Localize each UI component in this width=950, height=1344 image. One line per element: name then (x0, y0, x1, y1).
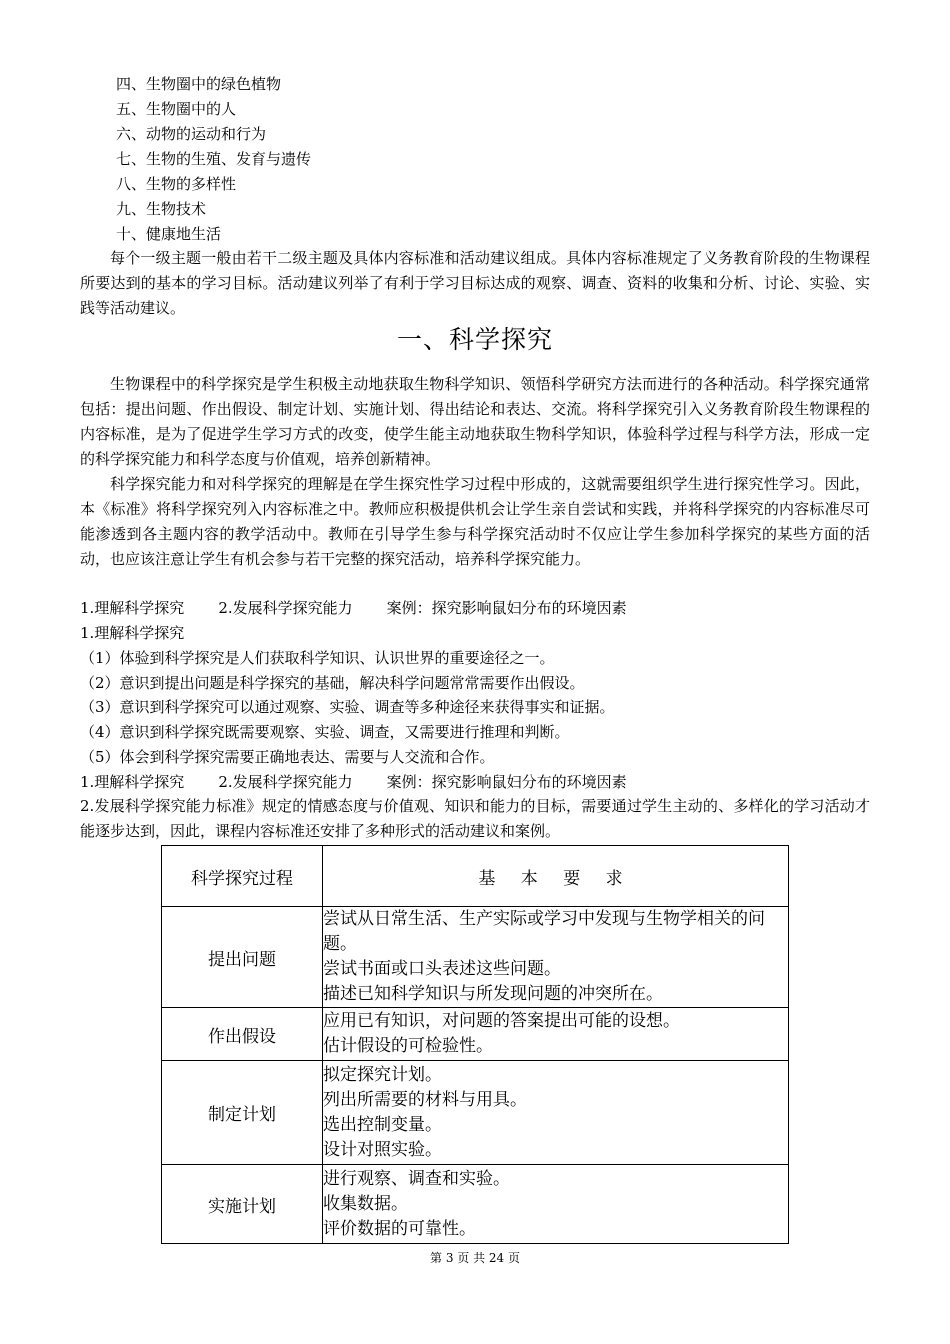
understanding-item: （1）体验到科学探究是人们获取科学知识、认识世界的重要途径之一。 (80, 649, 555, 667)
topic-item: 七、生物的生殖、发育与遗传 (116, 150, 312, 168)
requirements-cell (323, 907, 789, 1008)
paragraph-3: 2.发展科学探究能力标准》规定的情感态度与价值观、知识和能力的目标，需要通过学生主动的、多样化的学习活动才能逐步达到，因此，课程内容标准还安排了多种形式的活动建议和案例。 (80, 797, 870, 840)
subheading: 1.理解科学探究 (80, 624, 185, 642)
nav-item-case: 案例：探究影响鼠妇分布的环境因素 (386, 773, 627, 791)
table-row (162, 1165, 789, 1244)
understanding-item: （3）意识到科学探究可以通过观察、实验、调查等多种途径来获得事实和证据。 (80, 698, 615, 716)
understanding-item: （4）意识到科学探究既需要观察、实验、调查，又需要进行推理和判断。 (80, 723, 570, 741)
requirement-line: 设计对照实验。 (323, 1139, 442, 1160)
requirements-cell (323, 1165, 789, 1244)
requirement-line: 评价数据的可靠性。 (323, 1218, 476, 1239)
process-cell: 提出问题 (162, 907, 323, 1008)
understanding-item: （2）意识到提出问题是科学探究的基础，解决科学问题常常需要作出假设。 (80, 674, 585, 692)
nav-item-case: 案例：探究影响鼠妇分布的环境因素 (386, 599, 627, 617)
requirements-cell (323, 1061, 789, 1165)
topic-item: 五、生物圈中的人 (116, 100, 237, 118)
paragraph-2: 科学探究能力和对科学探究的理解是在学生探究性学习过程中形成的，这就需要组织学生进行探究性学习。因此，本《标准》将科学探究列入内容标准之中。教师应积极提供机会让学生亲自尝试和实践，并将科学探究的内容标准尽可能渗透到各主题内容的教学活动中。教师在引导学生参与科学探究活动时不仅应让学生参加科学探究的某些方面的活动，也应该注意让学生有机会参与若干完整的探究活动，培养科学探究能力。 (80, 475, 870, 568)
process-cell: 制定计划 (162, 1061, 323, 1165)
nav-item-understand: 1.理解科学探究 (80, 599, 185, 617)
nav-line-2 (80, 772, 627, 793)
requirement-line: 估计假设的可检验性。 (323, 1036, 493, 1056)
topic-item: 十、健康地生活 (116, 225, 222, 243)
requirement-line: 描述已知科学知识与所发现问题的冲突所在。 (323, 984, 663, 1004)
topic-item: 四、生物圈中的绿色植物 (116, 75, 282, 93)
header-requirements: 基 本 要 求 (323, 846, 789, 907)
nav-item-understand: 1.理解科学探究 (80, 773, 185, 791)
table-row (162, 907, 789, 1008)
section-title: 一、科学探究 (396, 325, 553, 354)
page-footer: 第 3 页 共 24 页 (430, 1251, 520, 1265)
topic-item: 六、动物的运动和行为 (116, 125, 267, 143)
inquiry-requirements-table (161, 845, 789, 1244)
topic-item: 九、生物技术 (116, 200, 207, 218)
nav-item-develop: 2.发展科学探究能力 (218, 773, 353, 791)
process-cell: 作出假设 (162, 1008, 323, 1061)
table-row (162, 1008, 789, 1061)
requirement-line: 尝试书面或口头表述这些问题。 (323, 959, 561, 979)
understanding-item: （5）体会到科学探究需要正确地表达、需要与人交流和合作。 (80, 748, 495, 766)
table-row (162, 1061, 789, 1165)
nav-line-1 (80, 598, 627, 619)
process-cell: 实施计划 (162, 1165, 323, 1244)
table-header-row (162, 846, 789, 907)
requirements-cell (323, 1008, 789, 1061)
requirement-line: 拟定探究计划。 (323, 1064, 442, 1085)
requirement-line: 应用已有知识，对问题的答案提出可能的设想。 (323, 1011, 680, 1031)
requirement-line: 收集数据。 (323, 1193, 408, 1214)
requirement-line: 进行观察、调查和实验。 (323, 1168, 510, 1189)
intro-paragraph: 每个一级主题一般由若干二级主题及具体内容标准和活动建议组成。具体内容标准规定了义务教育阶段的生物课程所要达到的基本的学习目标。活动建议列举了有利于学习目标达成的观察、调查、资料的收集和分析、讨论、实验、实践等活动建议。 (80, 249, 870, 317)
header-process: 科学探究过程 (162, 846, 323, 907)
topic-item: 八、生物的多样性 (116, 175, 237, 193)
nav-item-develop: 2.发展科学探究能力 (218, 599, 353, 617)
requirement-line: 列出所需要的材料与用具。 (323, 1089, 527, 1110)
requirement-line: 选出控制变量。 (323, 1114, 442, 1135)
requirement-line: 尝试从日常生活、生产实际或学习中发现与生物学相关的问题。 (323, 909, 765, 954)
paragraph-1: 生物课程中的科学探究是学生积极主动地获取生物科学知识、领悟科学研究方法而进行的各种活动。科学探究通常包括：提出问题、作出假设、制定计划、实施计划、得出结论和表达、交流。将科学探究引入义务教育阶段生物课程的内容标准，是为了促进学生学习方式的改变，使学生能主动地获取生物科学知识，体验科学过程与科学方法，形成一定的科学探究能力和科学态度与价值观，培养创新精神。 (80, 375, 870, 468)
